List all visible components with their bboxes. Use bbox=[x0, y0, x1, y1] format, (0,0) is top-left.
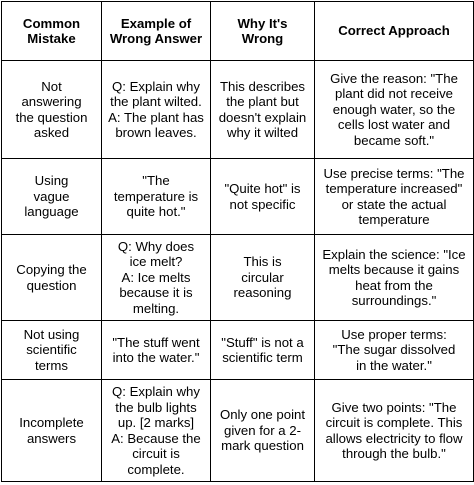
table-row bbox=[2, 61, 474, 159]
example-cell: "The stuff went into the water." bbox=[102, 321, 211, 380]
why-cell: "Stuff" is not a scientific term bbox=[211, 321, 315, 380]
header-common-mistake: Common Mistake bbox=[2, 2, 102, 61]
example-question: Q: Explain why the bulb lights up. [2 marks] bbox=[112, 384, 200, 430]
why-cell: This describes the plant but doesn't explain why it wilted bbox=[211, 61, 315, 159]
mistake-cell: Not using scientific terms bbox=[2, 321, 102, 380]
example-cell: "The temperature is quite hot." bbox=[102, 159, 211, 235]
correct-cell: Use precise terms: "The temperature increased" or state the actual temperature bbox=[315, 159, 474, 235]
mistake-cell: Copying the question bbox=[2, 235, 102, 321]
correct-cell: Use proper terms: "The sugar dissolved in the water." bbox=[315, 321, 474, 380]
example-cell bbox=[102, 380, 211, 482]
example-cell bbox=[102, 61, 211, 159]
mistake-cell: Incomplete answers bbox=[2, 380, 102, 482]
mistake-cell: Not answering the question asked bbox=[2, 61, 102, 159]
correct-cell: Give the reason: "The plant did not receive enough water, so the cells lost water and became soft." bbox=[315, 61, 474, 159]
mistakes-table bbox=[1, 1, 474, 482]
example-answer: A: Because the circuit is complete. bbox=[111, 430, 201, 477]
example-question: Q: Explain why the plant wilted. bbox=[110, 78, 202, 109]
table-row bbox=[2, 235, 474, 321]
why-cell: This is circular reasoning bbox=[211, 235, 315, 321]
header-why-wrong: Why It's Wrong bbox=[211, 2, 315, 61]
header-example-wrong-answer: Example of Wrong Answer bbox=[102, 2, 211, 61]
table-row bbox=[2, 159, 474, 235]
correct-cell: Explain the science: "Ice melts because it gains heat from the surroundings." bbox=[315, 235, 474, 321]
table-header-row bbox=[2, 2, 474, 61]
example-answer: A: The plant has brown leaves. bbox=[108, 109, 204, 140]
example-question: Q: Why does ice melt? bbox=[117, 238, 195, 270]
example-cell bbox=[102, 235, 211, 321]
example-answer: A: Ice melts because it is melting. bbox=[119, 269, 193, 316]
mistake-cell: Using vague language bbox=[2, 159, 102, 235]
table-row bbox=[2, 321, 474, 380]
why-cell: "Quite hot" is not specific bbox=[211, 159, 315, 235]
header-correct-approach: Correct Approach bbox=[315, 2, 474, 61]
why-cell: Only one point given for a 2-mark question bbox=[211, 380, 315, 482]
table-row bbox=[2, 380, 474, 482]
correct-cell: Give two points: "The circuit is complete. This allows electricity to flow through the bulb." bbox=[315, 380, 474, 482]
